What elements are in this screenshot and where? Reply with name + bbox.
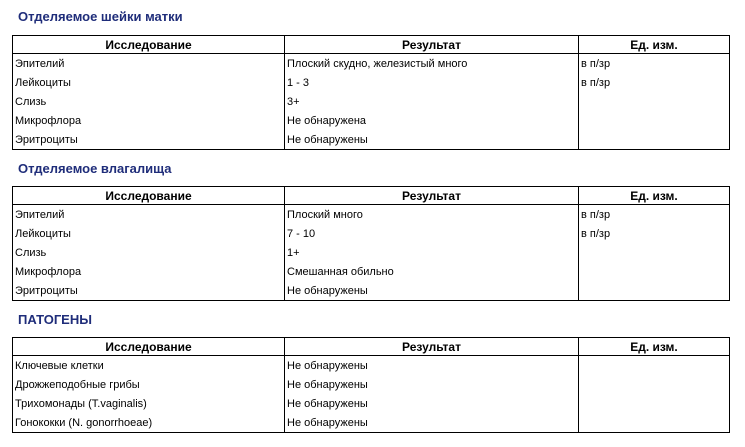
table-row [13,243,730,262]
cell-result: 7 - 10 [285,224,579,243]
table-row [13,262,730,281]
cell-unit [579,243,730,262]
cell-test: Слизь [13,92,285,111]
cell-test: Лейкоциты [13,73,285,92]
results-table-cervix [12,35,730,150]
table-row [13,224,730,243]
column-header-result: Результат [285,338,579,356]
cell-result: Плоский много [285,205,579,225]
column-header-result: Результат [285,36,579,54]
cell-result: Не обнаружены [285,375,579,394]
cell-result: Не обнаружены [285,394,579,413]
cell-test: Микрофлора [13,262,285,281]
cell-test: Эпителий [13,205,285,225]
cell-test: Микрофлора [13,111,285,130]
cell-result: Не обнаружены [285,281,579,301]
cell-test: Гонококки (N. gonorrhoeae) [13,413,285,433]
section-title-cervix: Отделяемое шейки матки [18,9,183,24]
table-row [13,356,730,376]
column-header-unit: Ед. изм. [579,36,730,54]
table-row [13,130,730,150]
table-row [13,281,730,301]
cell-result: Смешанная обильно [285,262,579,281]
cell-unit: в п/зр [579,224,730,243]
cell-unit [579,92,730,111]
section-title-vagina: Отделяемое влагалища [18,161,172,176]
table-row [13,413,730,433]
cell-unit: в п/зр [579,205,730,225]
cell-result: Не обнаружены [285,356,579,376]
table-header-row [13,36,730,54]
table-row [13,375,730,394]
cell-result: Не обнаружены [285,413,579,433]
cell-test: Ключевые клетки [13,356,285,376]
table-row [13,205,730,225]
cell-result: Не обнаружены [285,130,579,150]
cell-result: Плоский скудно, железистый много [285,54,579,74]
table-row [13,92,730,111]
cell-test: Эпителий [13,54,285,74]
cell-test: Слизь [13,243,285,262]
cell-unit [579,281,730,301]
cell-test: Дрожжеподобные грибы [13,375,285,394]
table-header-row [13,187,730,205]
column-header-test: Исследование [13,36,285,54]
cell-result: 1+ [285,243,579,262]
cell-unit: в п/зр [579,73,730,92]
table-row [13,73,730,92]
section-title-pathogens: ПАТОГЕНЫ [18,312,92,327]
table-row [13,394,730,413]
cell-test: Лейкоциты [13,224,285,243]
cell-test: Эритроциты [13,130,285,150]
table-row [13,111,730,130]
results-table-pathogens [12,337,730,433]
cell-unit [579,375,730,394]
cell-unit [579,356,730,376]
column-header-unit: Ед. изм. [579,187,730,205]
cell-unit [579,130,730,150]
cell-test: Трихомонады (T.vaginalis) [13,394,285,413]
table-row [13,54,730,74]
column-header-test: Исследование [13,338,285,356]
column-header-unit: Ед. изм. [579,338,730,356]
results-table-vagina [12,186,730,301]
cell-unit [579,413,730,433]
cell-unit: в п/зр [579,54,730,74]
cell-unit [579,262,730,281]
cell-result: Не обнаружена [285,111,579,130]
column-header-test: Исследование [13,187,285,205]
cell-result: 3+ [285,92,579,111]
cell-test: Эритроциты [13,281,285,301]
cell-result: 1 - 3 [285,73,579,92]
column-header-result: Результат [285,187,579,205]
cell-unit [579,394,730,413]
cell-unit [579,111,730,130]
table-header-row [13,338,730,356]
